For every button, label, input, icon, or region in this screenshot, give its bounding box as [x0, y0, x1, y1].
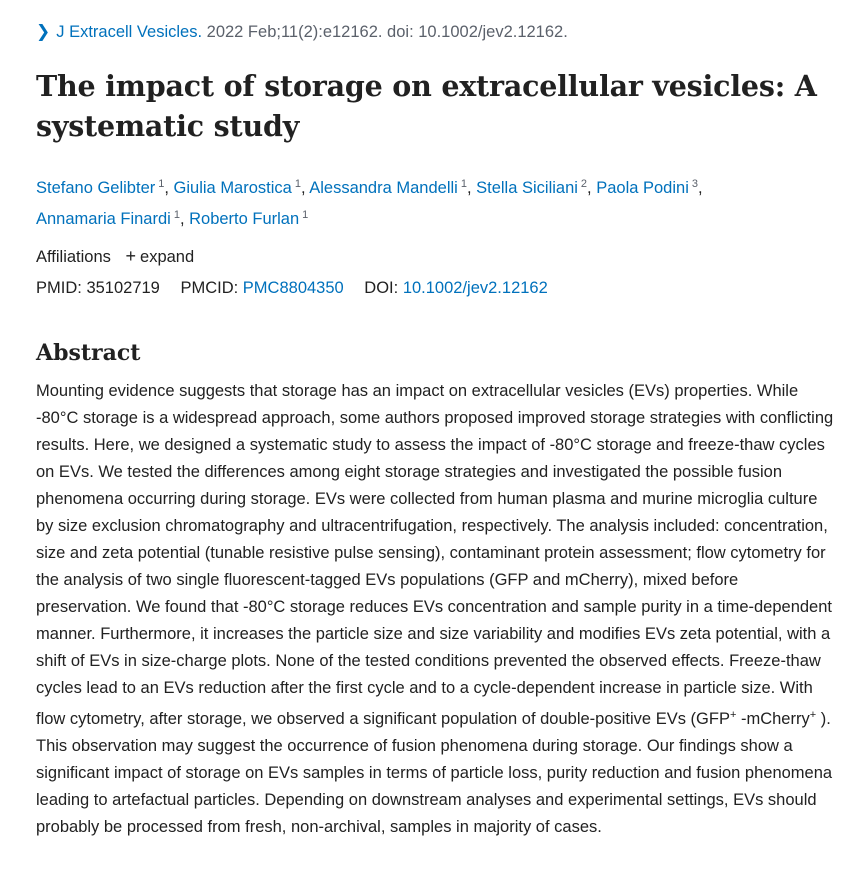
doi-label: DOI: [364, 279, 399, 297]
author-link[interactable] [596, 179, 698, 197]
plus-icon[interactable]: + [125, 246, 137, 266]
author-separator: , [587, 179, 597, 197]
expand-label[interactable]: expand [140, 248, 195, 266]
affiliations-label: Affiliations [36, 248, 111, 266]
author-link[interactable] [309, 179, 467, 197]
identifiers-row [36, 277, 846, 299]
author-name[interactable]: Stefano Gelibter [36, 179, 156, 197]
author-link[interactable] [174, 179, 301, 197]
affiliation-number[interactable]: 3 [691, 178, 698, 190]
article-title: The impact of storage on extracellular vesicles: A systematic study [36, 69, 817, 143]
doi-link[interactable]: 10.1002/jev2.12162 [402, 279, 548, 297]
affiliations-row [36, 245, 846, 268]
author-link[interactable] [476, 179, 587, 197]
author-separator: , [698, 179, 703, 197]
chevron-right-icon[interactable]: ❯ [36, 22, 51, 41]
citation-details: 2022 Feb;11(2):e12162. doi: 10.1002/jev2.12162. [202, 23, 568, 41]
article-page [36, 0, 846, 841]
superscript-plus: + [729, 709, 737, 721]
affiliation-number[interactable]: 1 [460, 178, 467, 190]
affiliation-number[interactable]: 1 [302, 209, 309, 221]
pmid-value: 35102719 [86, 279, 160, 297]
author-name[interactable]: Roberto Furlan [189, 210, 300, 228]
author-name[interactable]: Annamaria Finardi [36, 210, 171, 228]
abstract-text [36, 378, 836, 841]
author-name[interactable]: Paola Podini [596, 179, 689, 197]
abstract-text-part: Mounting evidence suggests that storage has an impact on extracellular vesicles (EVs) properties. While -80°C storage is a widespread approach, some authors proposed improved storage strategies with conflicting results. Here, we designed a systematic study to assess the impact of -80°C storage and freeze-thaw cycles on EVs. We tested the differences among eight storage strategies and investigated the possible fusion phenomena occurring during storage. EVs were collected from human plasma and murine microglia culture by size exclusion chromatography and ultracentrifugation, respectively. The analysis included: concentration, size and zeta potential (tunable resistive pulse sensing), contaminant protein assessment; flow cytometry for the analysis of two single fluorescent-tagged EVs populations (GFP and mCherry), mixed before preservation. We found that -80°C storage reduces EVs concentration and sample purity in a time-dependent manner. Furthermore, it increases the particle size and size variability and modifies EVs zeta potential, with a shift of EVs in size-charge plots. None of the tested conditions prevented the observed effects. Freeze-thaw cycles lead to an EVs reduction after the first cycle and to a cycle-dependent increase in particle size. With flow cytometry, after storage, we observed a significant population of double-positive EVs (GFP [36, 382, 834, 728]
author-link[interactable] [36, 210, 180, 228]
author-name[interactable]: Stella Siciliani [476, 179, 578, 197]
author-list [36, 171, 846, 233]
author-separator: , [300, 179, 310, 197]
affiliation-number[interactable]: 1 [294, 178, 301, 190]
journal-link[interactable]: J Extracell Vesicles. [56, 23, 203, 41]
pmid-label: PMID: [36, 279, 82, 297]
author-name[interactable]: Giulia Marostica [173, 179, 292, 197]
author-link[interactable] [189, 210, 308, 228]
author-link[interactable] [36, 179, 164, 197]
author-separator: , [164, 179, 174, 197]
abstract-heading: Abstract [36, 340, 141, 366]
author-separator: , [466, 179, 477, 197]
affiliation-number[interactable]: 1 [158, 178, 165, 190]
abstract-text-part: -mCherry [736, 710, 810, 728]
author-separator: , [179, 210, 190, 228]
affiliation-number[interactable]: 2 [580, 178, 588, 190]
affiliation-number[interactable]: 1 [173, 209, 180, 221]
journal-citation [36, 21, 846, 43]
superscript-plus: + [809, 709, 817, 721]
pmcid-link[interactable]: PMC8804350 [242, 279, 344, 297]
abstract-text-part: ). This observation may suggest the occurrence of fusion phenomena during storage. Our findings show a significant impact of storage on EVs samples in terms of particle loss, purity reduction and fusion phenomena leading to artefactual particles. Depending on downstream analyses and experimental settings, EVs should probably be processed from fresh, non-archival, samples in majority of cases. [36, 710, 833, 836]
author-name[interactable]: Alessandra Mandelli [309, 179, 458, 197]
expand-affiliations-button[interactable] [126, 245, 195, 268]
pmcid-label: PMCID: [180, 279, 239, 297]
